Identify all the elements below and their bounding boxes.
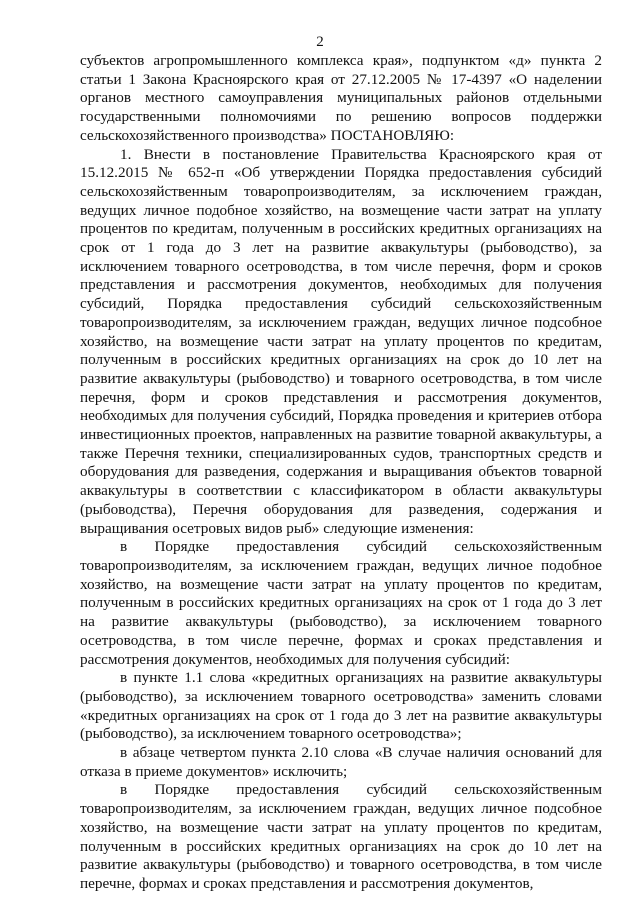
document-body [80, 52, 602, 894]
paragraph-item-1: 1. Внести в постановление Правительства Красноярского края от 15.12.2015 № 652-п «Об утверждении Порядка предоставления субсидий сельскохозяйственным товаропроизводителям, за исключением граждан, ведущих личное подобное хозяйство, на возмещение части затрат на уплату процентов по кредитам, полученным в российских кредитных организациях на срок от 1 года до 3 лет на развитие аквакультуры (рыбоводство), за исключением товарного осетроводства, в том числе перечня, форм и сроков представления и рассмотрения документов, необходимых для получения субсидий, Порядка предоставления субсидий сельскохозяйственным товаропроизводителям, за исключением граждан, ведущих личное подсобное хозяйство, на возмещение части затрат на уплату процентов по кредитам, полученным в российских кредитных организациях на срок до 10 лет на развитие аквакультуры (рыбоводство) и товарного осетроводства, в том числе перечня, форм и сроков представления и рассмотрения документов, необходимых для получения субсидий, Порядка проведения и критериев отбора инвестиционных проектов, направленных на развитие товарной аквакультуры, а также Перечня техники, специализированных судов, транспортных средств и оборудования для разведения, содержания и выращивания объектов товарной аквакультуры в соответствии с классификатором в области аквакультуры (рыбоводства), Перечня оборудования для разведения, содержания и выращивания осетровых видов рыб» следующие изменения: [80, 145, 602, 537]
page-number: 2 [316, 34, 324, 50]
paragraph-preamble-continuation: субъектов агропромышленного комплекса края», подпунктом «д» пункта 2 статьи 1 Закона Красноярского края от 27.12.2005 № 17-4397 «О наделении органов местного самоуправления муниципальных районов отдельными государственными полномочиями по решению вопросов поддержки сельскохозяйственного производства» ПОСТАНОВЛЯЮ: [80, 52, 602, 144]
paragraph-clause-2-10: в абзаце четвертом пункта 2.10 слова «В случае наличия оснований для отказа в приеме документов» исключить; [80, 744, 602, 780]
paragraph-amendment-order-2: в Порядке предоставления субсидий сельскохозяйственным товаропроизводителям, за исключением граждан, ведущих личное подсобное хозяйство, на возмещение части затрат на уплату процентов по кредитам, полученным в российских кредитных организациях на срок до 10 лет на развитие аквакультуры (рыбоводство) и товарного осетроводства, в том числе перечне, формах и сроках представления и рассмотрения документов, [80, 781, 602, 892]
paragraph-clause-1-1: в пункте 1.1 слова «кредитных организациях на развитие аквакультуры (рыбоводство), за исключением товарного осетроводства» заменить словами «кредитных организациях на срок от 1 года до 3 лет на развитие аквакультуры (рыбоводство), за исключением товарного осетроводства»; [80, 669, 602, 743]
paragraph-amendment-order-1: в Порядке предоставления субсидий сельскохозяйственным товаропроизводителям, за исключением граждан, ведущих личное подобное хозяйство, на возмещение части затрат на уплату процентов по кредитам, полученным в российских кредитных организациях на срок от 1 года до 3 лет на развитие аквакультуры (рыбоводство), за исключением товарного осетроводства, в том числе перечне, формах и сроках представления и рассмотрения документов, необходимых для получения субсидий: [80, 538, 602, 668]
